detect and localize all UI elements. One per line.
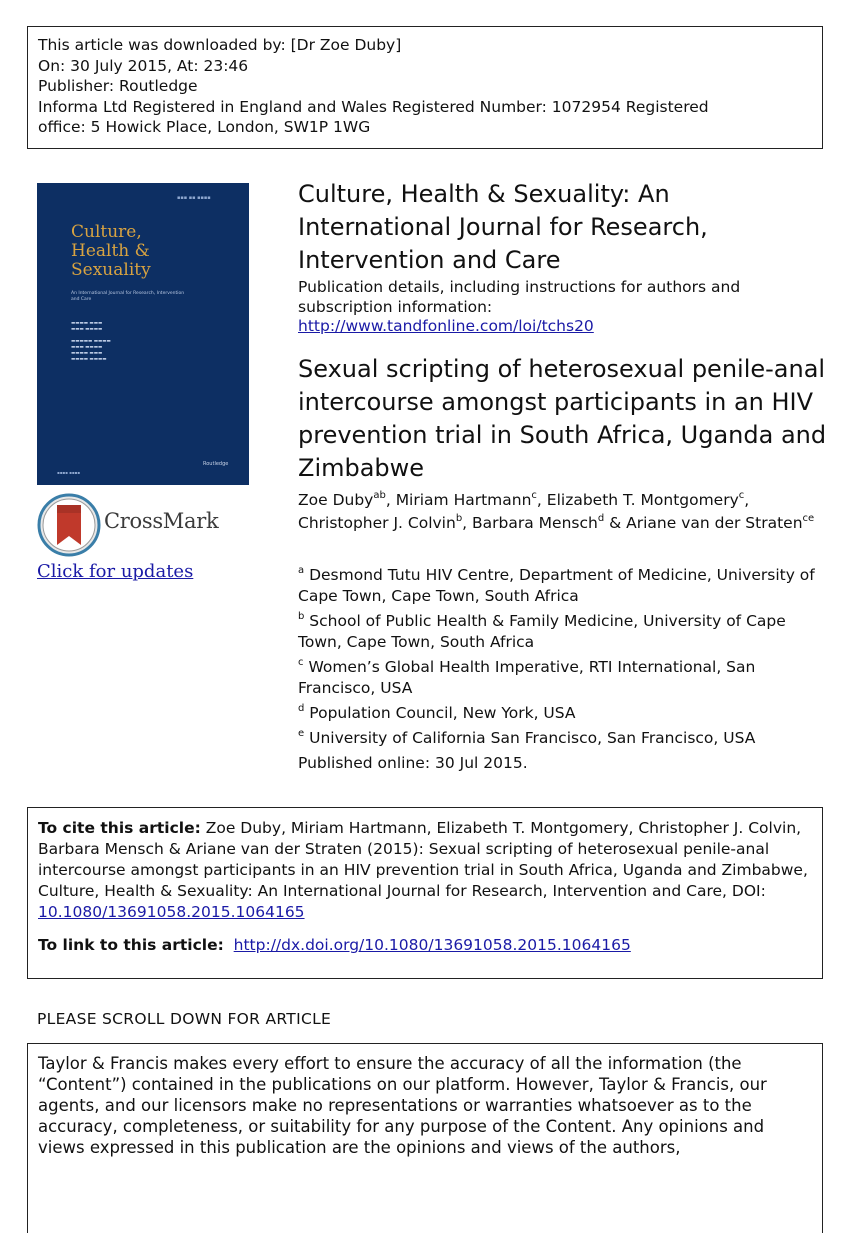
affiliation-key: a — [298, 564, 305, 576]
cover-issue-strip: ▪▪▪ ▪▪ ▪▪▪▪ — [177, 195, 211, 201]
author-list — [298, 489, 818, 535]
affiliation-text: Desmond Tutu HIV Centre, Department of Medicine, University of Cape Town, Cape Town, South Africa — [298, 566, 815, 605]
author-affiliation-marker: d — [597, 512, 605, 524]
affiliation-item — [298, 657, 818, 699]
author-name: Christopher J. Colvin — [298, 514, 456, 532]
disclaimer-box — [27, 1043, 823, 1233]
affiliation-text: University of California San Francisco, San Francisco, USA — [309, 729, 756, 747]
author-separator: , — [536, 491, 547, 509]
affiliation-item — [298, 728, 818, 749]
citation — [38, 818, 812, 923]
author-affiliation-marker: b — [455, 512, 463, 524]
author-affiliation-marker: c — [738, 489, 745, 501]
download-date: On: 30 July 2015, At: 23:46 — [38, 56, 249, 75]
publication-details-text: Publication details, including instructions for authors and subscription information: — [298, 278, 741, 316]
journal-title: Culture, Health & Sexuality: An International Journal for Research, Intervention and Care — [298, 180, 708, 274]
author-affiliation-marker: ab — [373, 489, 386, 501]
affiliation-item — [298, 565, 818, 607]
disclaimer-text: Taylor & Francis makes every effort to ensure the accuracy of all the information (the “Content”) contained in the publications on our platform. However, Taylor & Francis, our agents, and our licensors make no representations or warranties whatsoever as to the accuracy, completeness, or suitability for any purpose of the Content. Any opinions and views expressed in this publication are the opinions and views of the authors, — [38, 1054, 767, 1157]
crossmark-icon — [37, 493, 101, 557]
doi-link[interactable]: 10.1080/13691058.2015.1064165 — [38, 903, 305, 921]
author-name: Barbara Mensch — [472, 514, 598, 532]
journal-url-link[interactable]: http://www.tandfonline.com/loi/tchs20 — [298, 317, 594, 335]
affiliation-key: b — [298, 610, 305, 622]
scroll-notice: PLEASE SCROLL DOWN FOR ARTICLE — [37, 1010, 332, 1028]
citation-box — [27, 807, 823, 979]
author-separator: , — [385, 491, 396, 509]
article-url-link[interactable]: http://dx.doi.org/10.1080/13691058.2015.1064165 — [233, 936, 631, 954]
article-title: Sexual scripting of heterosexual penile-anal intercourse amongst participants in an HIV prevention trial in South Africa, Uganda and Zimbabwe — [298, 355, 827, 482]
author-name: Miriam Hartmann — [395, 491, 532, 509]
affiliation-key: c — [298, 656, 304, 668]
published-online: Published online: 30 Jul 2015. — [298, 754, 528, 772]
author-separator: , — [462, 514, 473, 532]
cite-text: Zoe Duby, Miriam Hartmann, Elizabeth T. Montgomery, Christopher J. Colvin, Barbara Mensch & Ariane van der Straten (2015): Sexual scripting of heterosexual penile-anal intercourse amongst participants in an HIV prevention trial in South Africa, Uganda and Zimbabwe, Culture, Health & Sexuality: An International Journal for Research, Intervention and Care, DOI: — [38, 819, 808, 900]
crossmark-badge[interactable] — [37, 493, 227, 557]
author-separator: , — [744, 491, 750, 509]
affiliation-item — [298, 611, 818, 653]
click-for-updates-link[interactable]: Click for updates — [37, 561, 194, 582]
cover-subtitle: An International Journal for Research, Intervention and Care — [71, 291, 185, 302]
affiliation-item — [298, 703, 818, 724]
link-label: To link to this article: — [38, 936, 224, 954]
cite-label: To cite this article: — [38, 819, 201, 837]
publisher: Publisher: Routledge — [38, 77, 198, 95]
crossmark-label: CrossMark — [104, 509, 219, 533]
author-separator: & — [604, 514, 627, 532]
cover-issn-decoration: ▪▪▪▪ ▪▪▪▪ — [57, 470, 80, 475]
article-link — [38, 935, 812, 956]
cover-publisher-mark: Routledge — [203, 461, 229, 467]
author-name: Ariane van der Straten — [626, 514, 803, 532]
affiliation-text: Population Council, New York, USA — [309, 704, 576, 722]
affiliation-key: e — [298, 727, 305, 739]
author-affiliation-marker: c — [531, 489, 537, 501]
affiliation-list — [298, 565, 818, 774]
registration-line: Informa Ltd Registered in England and Wales Registered Number: 1072954 Registered — [38, 97, 709, 116]
publication-details — [298, 278, 818, 337]
cover-title: Culture, Health & Sexuality — [71, 222, 151, 280]
author-name: Elizabeth T. Montgomery — [546, 491, 739, 509]
author-name: Zoe Duby — [298, 491, 374, 509]
affiliation-text: School of Public Health & Family Medicine, University of Cape Town, Cape Town, South Africa — [298, 612, 786, 651]
affiliation-text: Women’s Global Health Imperative, RTI International, San Francisco, USA — [298, 658, 756, 697]
cover-editors-decoration: ▬▬▬▬ ▬▬▬ ▬▬▬ ▬▬▬▬ ▬▬▬▬▬ ▬▬▬▬ ▬▬▬ ▬▬▬▬ ▬▬▬▬ ▬▬▬ ▬▬▬▬ ▬▬▬▬ — [71, 321, 111, 362]
author-affiliation-marker: ce — [802, 512, 815, 524]
journal-cover-image — [37, 183, 249, 485]
downloaded-by: This article was downloaded by: [Dr Zoe Duby] — [38, 36, 402, 54]
office-line: office: 5 Howick Place, London, SW1P 1WG — [38, 118, 371, 136]
affiliation-items — [298, 565, 818, 749]
download-info-box — [27, 26, 823, 149]
affiliation-key: d — [298, 702, 305, 714]
